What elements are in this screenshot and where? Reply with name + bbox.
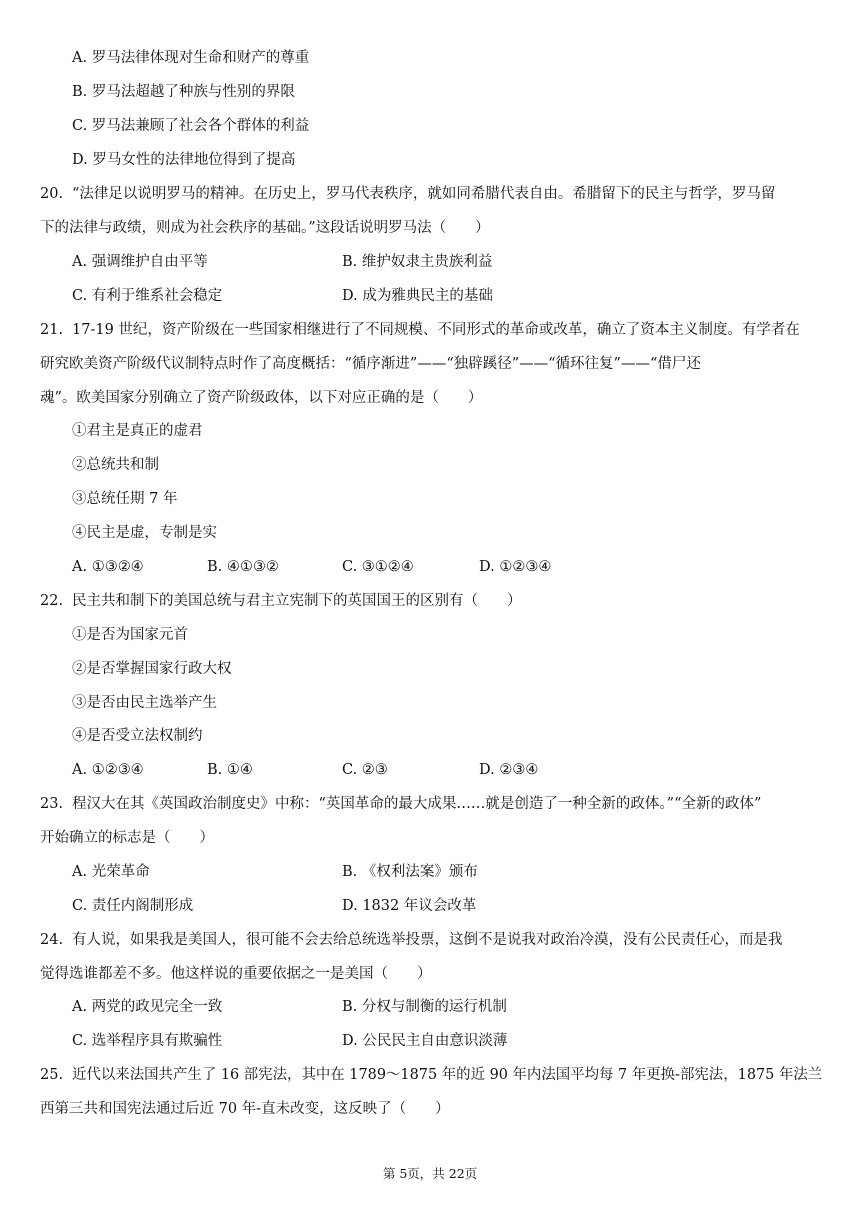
q20-option-c: C. 有利于维系社会稳定 bbox=[72, 288, 223, 304]
q21-item-3: ③总统任期 7 年 bbox=[72, 491, 178, 507]
q23-option-a: A. 光荣革命 bbox=[72, 864, 150, 880]
q19-option-d: D. 罗马女性的法律地位得到了提高 bbox=[72, 152, 296, 168]
q24-option-c: C. 选举程序具有欺骗性 bbox=[72, 1033, 223, 1049]
q21-item-2: ②总统共和制 bbox=[72, 457, 159, 473]
q20-number: 20. bbox=[40, 186, 64, 202]
q21-option-d: D. ①②③④ bbox=[479, 559, 552, 575]
q21-stem-line3: 魂”。欧美国家分别确立了资产阶级政体，以下对应正确的是（ ） bbox=[40, 390, 483, 406]
q23-option-b: B. 《权利法案》颁布 bbox=[342, 864, 478, 880]
q22-item-2: ②是否掌握国家行政大权 bbox=[72, 661, 232, 677]
q21-item-4: ④民主是虚，专制是实 bbox=[72, 525, 217, 541]
q21-option-b: B. ④①③② bbox=[207, 559, 279, 575]
q20-option-d: D. 成为雅典民主的基础 bbox=[342, 288, 493, 304]
q24-stem-line2: 觉得选谁都差不多。他这样说的重要依据之一是美国（ ） bbox=[40, 966, 432, 982]
q21-option-c: C. ③①②④ bbox=[342, 559, 414, 575]
q19-option-c: C. 罗马法兼顾了社会各个群体的利益 bbox=[72, 118, 310, 134]
q25-stem-line2: 西第三共和国宪法通过后近 70 年-直未改变，这反映了（ ） bbox=[40, 1101, 450, 1117]
q22-option-b: B. ①④ bbox=[207, 762, 253, 778]
q21-number: 21. bbox=[40, 322, 64, 338]
q23-number: 23. bbox=[40, 796, 64, 812]
q22-stem-line1: 民主共和制下的美国总统与君主立宪制下的英国国王的区别有（ ） bbox=[72, 593, 522, 609]
q22-option-a: A. ①②③④ bbox=[72, 762, 144, 778]
q22-option-c: C. ②③ bbox=[342, 762, 388, 778]
q21-stem-line2: 研究欧美资产阶级代议制特点时作了高度概括：“循序渐进”——“独辟蹊径”——“循环往复”——“借尸还 bbox=[40, 356, 701, 372]
q25-number: 25. bbox=[40, 1067, 64, 1083]
q22-number: 22. bbox=[40, 593, 64, 609]
q21-stem-line1: 17-19 世纪，资产阶级在一些国家相继进行了不同规模、不同形式的革命或改革，确立了资本主义制度。有学者在 bbox=[72, 322, 800, 338]
q22-item-3: ③是否由民主选举产生 bbox=[72, 695, 217, 711]
q20-option-a: A. 强调维护自由平等 bbox=[72, 254, 208, 270]
q20-stem-line2: 下的法律与政绩，则成为社会秩序的基础。”这段话说明罗马法（ ） bbox=[40, 220, 490, 236]
q21-option-a: A. ①③②④ bbox=[72, 559, 144, 575]
q24-option-b: B. 分权与制衡的运行机制 bbox=[342, 999, 507, 1015]
q20-option-b: B. 维护奴隶主贵族利益 bbox=[342, 254, 493, 270]
q19-option-b: B. 罗马法超越了种族与性别的界限 bbox=[72, 84, 295, 100]
q24-stem-line1: 有人说，如果我是美国人，很可能不会去给总统选举投票，这倒不是说我对政治冷漠，没有公民责任心，而是我 bbox=[72, 932, 783, 948]
q19-option-a: A. 罗马法律体现对生命和财产的尊重 bbox=[72, 50, 310, 66]
q24-option-d: D. 公民民主自由意识淡薄 bbox=[342, 1033, 508, 1049]
q25-stem-line1: 近代以来法国共产生了 16 部宪法，其中在 1789～1875 年的近 90 年内法国平均每 7 年更换-部宪法，1875 年法兰 bbox=[72, 1067, 823, 1083]
q22-item-4: ④是否受立法权制约 bbox=[72, 728, 203, 744]
q22-option-d: D. ②③④ bbox=[479, 762, 539, 778]
q23-stem-line1: 程汉大在其《英国政治制度史》中称：“英国革命的最大成果……就是创造了一种全新的政体。”“全新的政体” bbox=[72, 796, 762, 812]
q22-item-1: ①是否为国家元首 bbox=[72, 627, 188, 643]
q24-number: 24. bbox=[40, 932, 64, 948]
q20-stem-line1: “法律足以说明罗马的精神。在历史上，罗马代表秩序，就如同希腊代表自由。希腊留下的民主与哲学，罗马留 bbox=[72, 186, 776, 202]
q24-option-a: A. 两党的政见完全一致 bbox=[72, 999, 223, 1015]
q21-item-1: ①君主是真正的虚君 bbox=[72, 423, 203, 439]
q23-stem-line2: 开始确立的标志是（ ） bbox=[40, 830, 214, 846]
q23-option-d: D. 1832 年议会改革 bbox=[342, 898, 477, 914]
q23-option-c: C. 责任内阁制形成 bbox=[72, 898, 194, 914]
page-footer: 第 5页，共 22页 bbox=[382, 1166, 478, 1181]
